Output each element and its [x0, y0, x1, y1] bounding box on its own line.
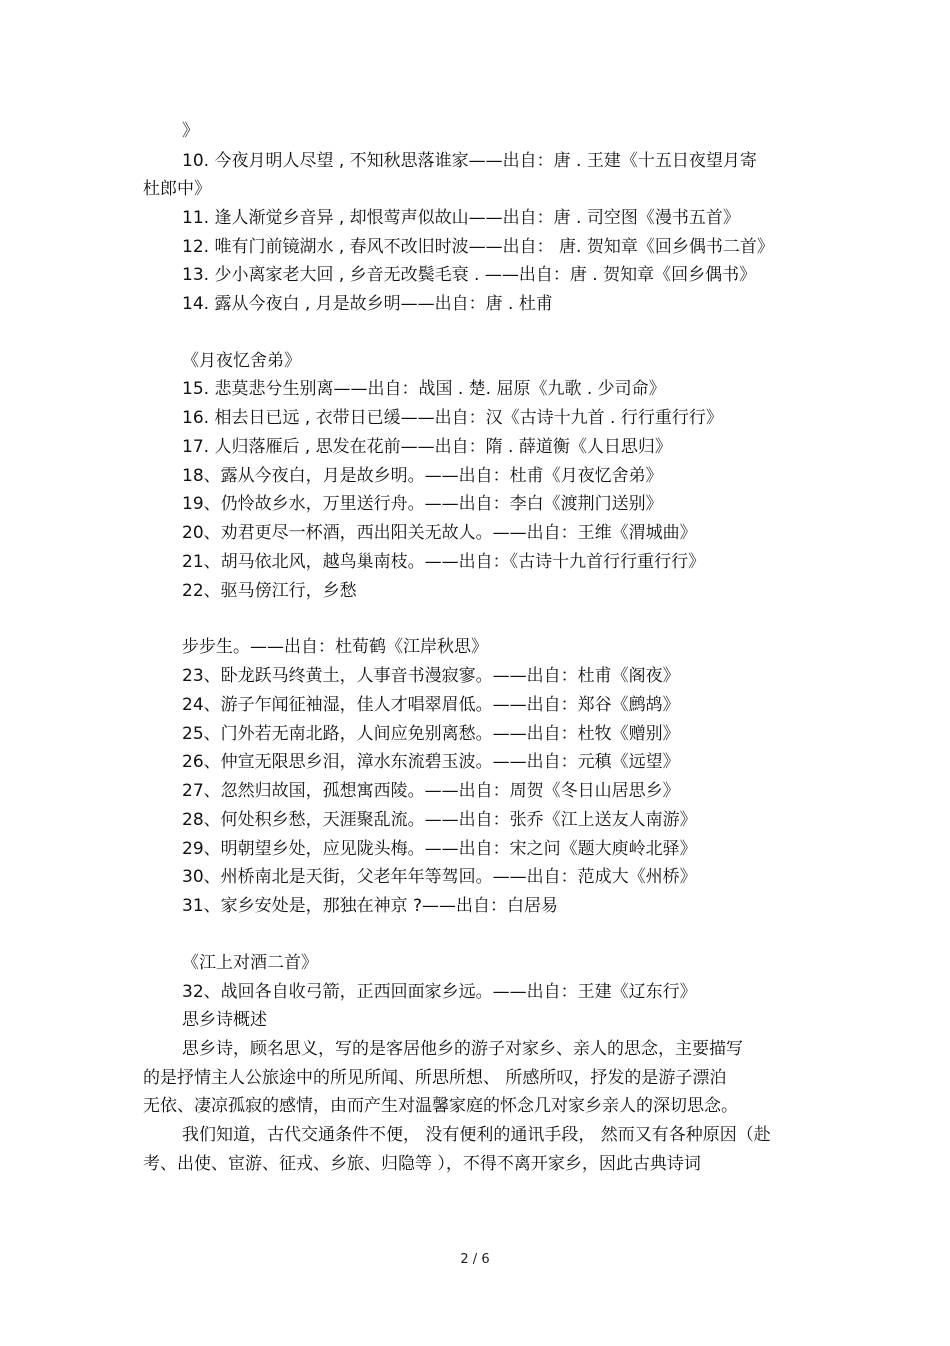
- text-line: 26、仲宣无限思乡泪，漳水东流碧玉波。——出自：元稹《远望》: [182, 752, 680, 772]
- text-line: 27、忽然归故国，孤想寓西陵。——出自：周贺《冬日山居思乡》: [182, 781, 680, 801]
- text-line: 24、游子乍闻征袖湿，佳人才唱翠眉低。——出自：郑谷《鹧鸪》: [182, 695, 680, 715]
- text-line: 《江上对酒二首》: [182, 953, 318, 973]
- text-line: 30、州桥南北是天街，父老年年等驾回。——出自：范成大《州桥》: [182, 867, 697, 887]
- text-line: 21、胡马依北风，越鸟巢南枝。——出自：《古诗十九首行行重行行》: [182, 552, 706, 572]
- section-heading: 思乡诗概述: [182, 1010, 267, 1030]
- text-line: 28、何处积乡愁，天涯聚乱流。——出自：张乔《江上送友人南游》: [182, 810, 697, 830]
- text-line: 17. 人归落雁后 , 思发在花前——出自：隋 . 薛道衡《人日思归》: [182, 437, 672, 457]
- text-line: 18、露从今夜白，月是故乡明。——出自：杜甫《月夜忆舍弟》: [182, 466, 663, 486]
- text-line: 杜郎中》: [143, 179, 211, 199]
- text-line: 29、明朝望乡处，应见陇头梅。——出自：宋之问《题大庾岭北驿》: [182, 839, 697, 859]
- text-line: 14. 露从今夜白 , 月是故乡明——出自：唐 . 杜甫: [182, 294, 553, 314]
- text-line: 22、驱马傍江行，乡愁: [182, 581, 357, 601]
- text-line: 12. 唯有门前镜湖水 , 春风不改旧时波——出自： 唐. 贺知章《回乡偶书二首》: [182, 237, 774, 257]
- text-line: 15. 悲莫悲兮生别离——出自：战国 . 楚. 屈原《九歌 . 少司命》: [182, 379, 666, 399]
- text-line: 11. 逢人渐觉乡音异 , 却恨莺声似故山——出自：唐 . 司空图《漫书五首》: [182, 208, 740, 228]
- paragraph-line: 无依、凄凉孤寂的感情，由而产生对温馨家庭的怀念几对家乡亲人的深切思念。: [143, 1096, 738, 1116]
- text-line: 31、家乡安处是，那独在神京 ?——出自：白居易: [182, 896, 559, 916]
- text-line: 《月夜忆舍弟》: [182, 351, 301, 371]
- text-line: 25、门外若无南北路，人间应免别离愁。——出自：杜牧《赠别》: [182, 724, 680, 744]
- paragraph-line: 思乡诗，顾名思义，写的是客居他乡的游子对家乡、亲人的思念，主要描写: [182, 1039, 743, 1059]
- text-line: 32、战回各自收弓箭，正西回面家乡远。——出自：王建《辽东行》: [182, 982, 697, 1002]
- text-line: 步步生。——出自：杜荀鹤《江岸秋思》: [182, 637, 488, 657]
- paragraph-line: 的是抒情主人公旅途中的所见所闻、所思所想、 所感所叹，抒发的是游子漂泊: [143, 1068, 727, 1088]
- text-line: 》: [182, 121, 199, 141]
- text-line: 19、仍怜故乡水，万里送行舟。——出自：李白《渡荆门送别》: [182, 494, 663, 514]
- paragraph-line: 我们知道，古代交通条件不便， 没有便利的通讯手段， 然而又有各种原因（赴: [182, 1125, 771, 1145]
- paragraph-line: 考、出使、宦游、征戎、乡旅、归隐等 ），不得不离开家乡，因此古典诗词: [143, 1154, 701, 1174]
- text-line: 10. 今夜月明人尽望 , 不知秋思落谁家——出自：唐 . 王建《十五日夜望月寄: [182, 151, 757, 171]
- page-number: 2 / 6: [460, 1252, 490, 1267]
- text-line: 13. 少小离家老大回 , 乡音无改鬓毛衰 . ——出自：唐 . 贺知章《回乡偶书》: [182, 265, 757, 285]
- text-line: 20、劝君更尽一杯酒，西出阳关无故人。——出自：王维《渭城曲》: [182, 523, 697, 543]
- text-line: 23、卧龙跃马终黄土，人事音书漫寂寥。——出自：杜甫《阁夜》: [182, 666, 680, 686]
- text-line: 16. 相去日已远 , 衣带日已缓——出自：汉《古诗十九首 . 行行重行行》: [182, 408, 723, 428]
